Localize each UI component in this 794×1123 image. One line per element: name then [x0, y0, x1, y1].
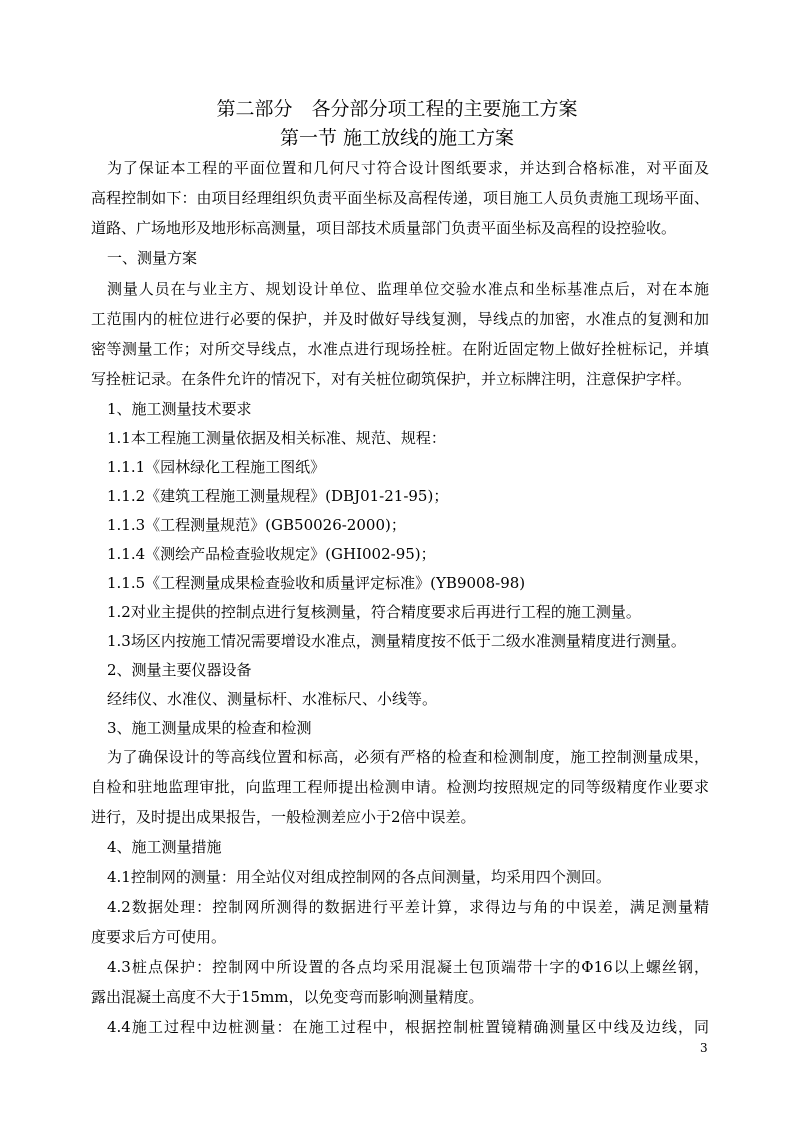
- section-title: 第一节 施工放线的施工方案: [279, 127, 515, 149]
- subheading: 3、施工测量成果的检查和检测: [107, 719, 312, 737]
- paragraph-line: 写拴桩记录。在条件允许的情况下，对有关桩位砌筑保护，并立标牌注明，注意保护字样。: [91, 370, 692, 388]
- paragraph-line: 高程控制如下：由项目经理组织负责平面坐标及高程传递，项目施工人员负责施工现场平面、: [91, 189, 709, 207]
- part-title: 第二部分 各分部分项工程的主要施工方案: [216, 98, 578, 120]
- list-item: 1.1.3《工程测量规范》(GB50026-2000)；: [107, 516, 406, 534]
- paragraph-line: 道路、广场地形及地形标高测量，项目部技术质量部门负责平面坐标及高程的设控验收。: [91, 219, 677, 237]
- paragraph-line: 进行，及时提出成果报告，一般检测差应小于2倍中误差。: [91, 808, 476, 826]
- list-item: 1.1.2《建筑工程施工测量规程》(DBJ01-21-95)；: [107, 487, 449, 505]
- paragraph-line: 露出混凝土高度不大于15mm，以免变弯而影响测量精度。: [91, 988, 484, 1006]
- list-item: 4.4施工过程中边桩测量：在施工过程中，根据控制桩置镜精确测量区中线及边线，同: [107, 1018, 709, 1036]
- paragraph-line: 工范围内的桩位进行必要的保护，并及时做好导线复测，导线点的加密，水准点的复测和加: [91, 310, 709, 328]
- subheading: 4、施工测量措施: [107, 838, 222, 856]
- subheading: 2、测量主要仪器设备: [107, 661, 252, 679]
- list-item: 1.3场区内按施工情况需要增设水准点，测量精度按不低于二级水准测量精度进行测量。: [107, 632, 686, 650]
- paragraph-line: 密等测量工作；对所交导线点，水准点进行现场拴桩。在附近固定物上做好拴桩标记，并填: [91, 340, 709, 358]
- list-item: 1.1本工程施工测量依据及相关标准、规范、规程：: [107, 429, 446, 447]
- paragraph-line: 度要求后方可使用。: [91, 928, 227, 946]
- paragraph-line: 测量人员在与业主方、规划设计单位、监理单位交验水准点和坐标基准点后，对在本施: [107, 280, 709, 298]
- list-item: 4.2数据处理：控制网所测得的数据进行平差计算，求得边与角的中误差，满足测量精: [107, 898, 709, 916]
- list-item: 4.1控制网的测量：用全站仪对组成控制网的各点间测量，均采用四个测回。: [107, 868, 611, 886]
- list-item: 1.1.5《工程测量成果检查验收和质量评定标准》(YB9008-98): [107, 574, 526, 592]
- paragraph-line: 经纬仪、水准仪、测量标杆、水准标尺、小线等。: [107, 690, 438, 708]
- paragraph-line: 为了确保设计的等高线位置和标高，必须有严格的检查和检测制度，施工控制测量成果，: [107, 748, 709, 766]
- list-item: 4.3桩点保护：控制网中所设置的各点均采用混凝土包顶端带十字的Φ16以上螺丝钢，: [107, 958, 709, 976]
- list-item: 1.1.1《园林绿化工程施工图纸》: [107, 458, 326, 476]
- list-item: 1.2对业主提供的控制点进行复核测量，符合精度要求后再进行工程的施工测量。: [107, 603, 641, 621]
- heading-measurement-plan: 一、测量方案: [107, 249, 198, 267]
- subheading: 1、施工测量技术要求: [107, 400, 252, 418]
- paragraph-line: 自检和驻地监理审批，向监理工程师提出检测申请。检测均按照规定的同等级精度作业要求: [91, 778, 709, 796]
- list-item: 1.1.4《测绘产品检查验收规定》(GHI002-95)；: [107, 545, 436, 563]
- page-number: 3: [700, 1041, 708, 1055]
- paragraph-line: 为了保证本工程的平面位置和几何尺寸符合设计图纸要求，并达到合格标准，对平面及: [107, 159, 709, 177]
